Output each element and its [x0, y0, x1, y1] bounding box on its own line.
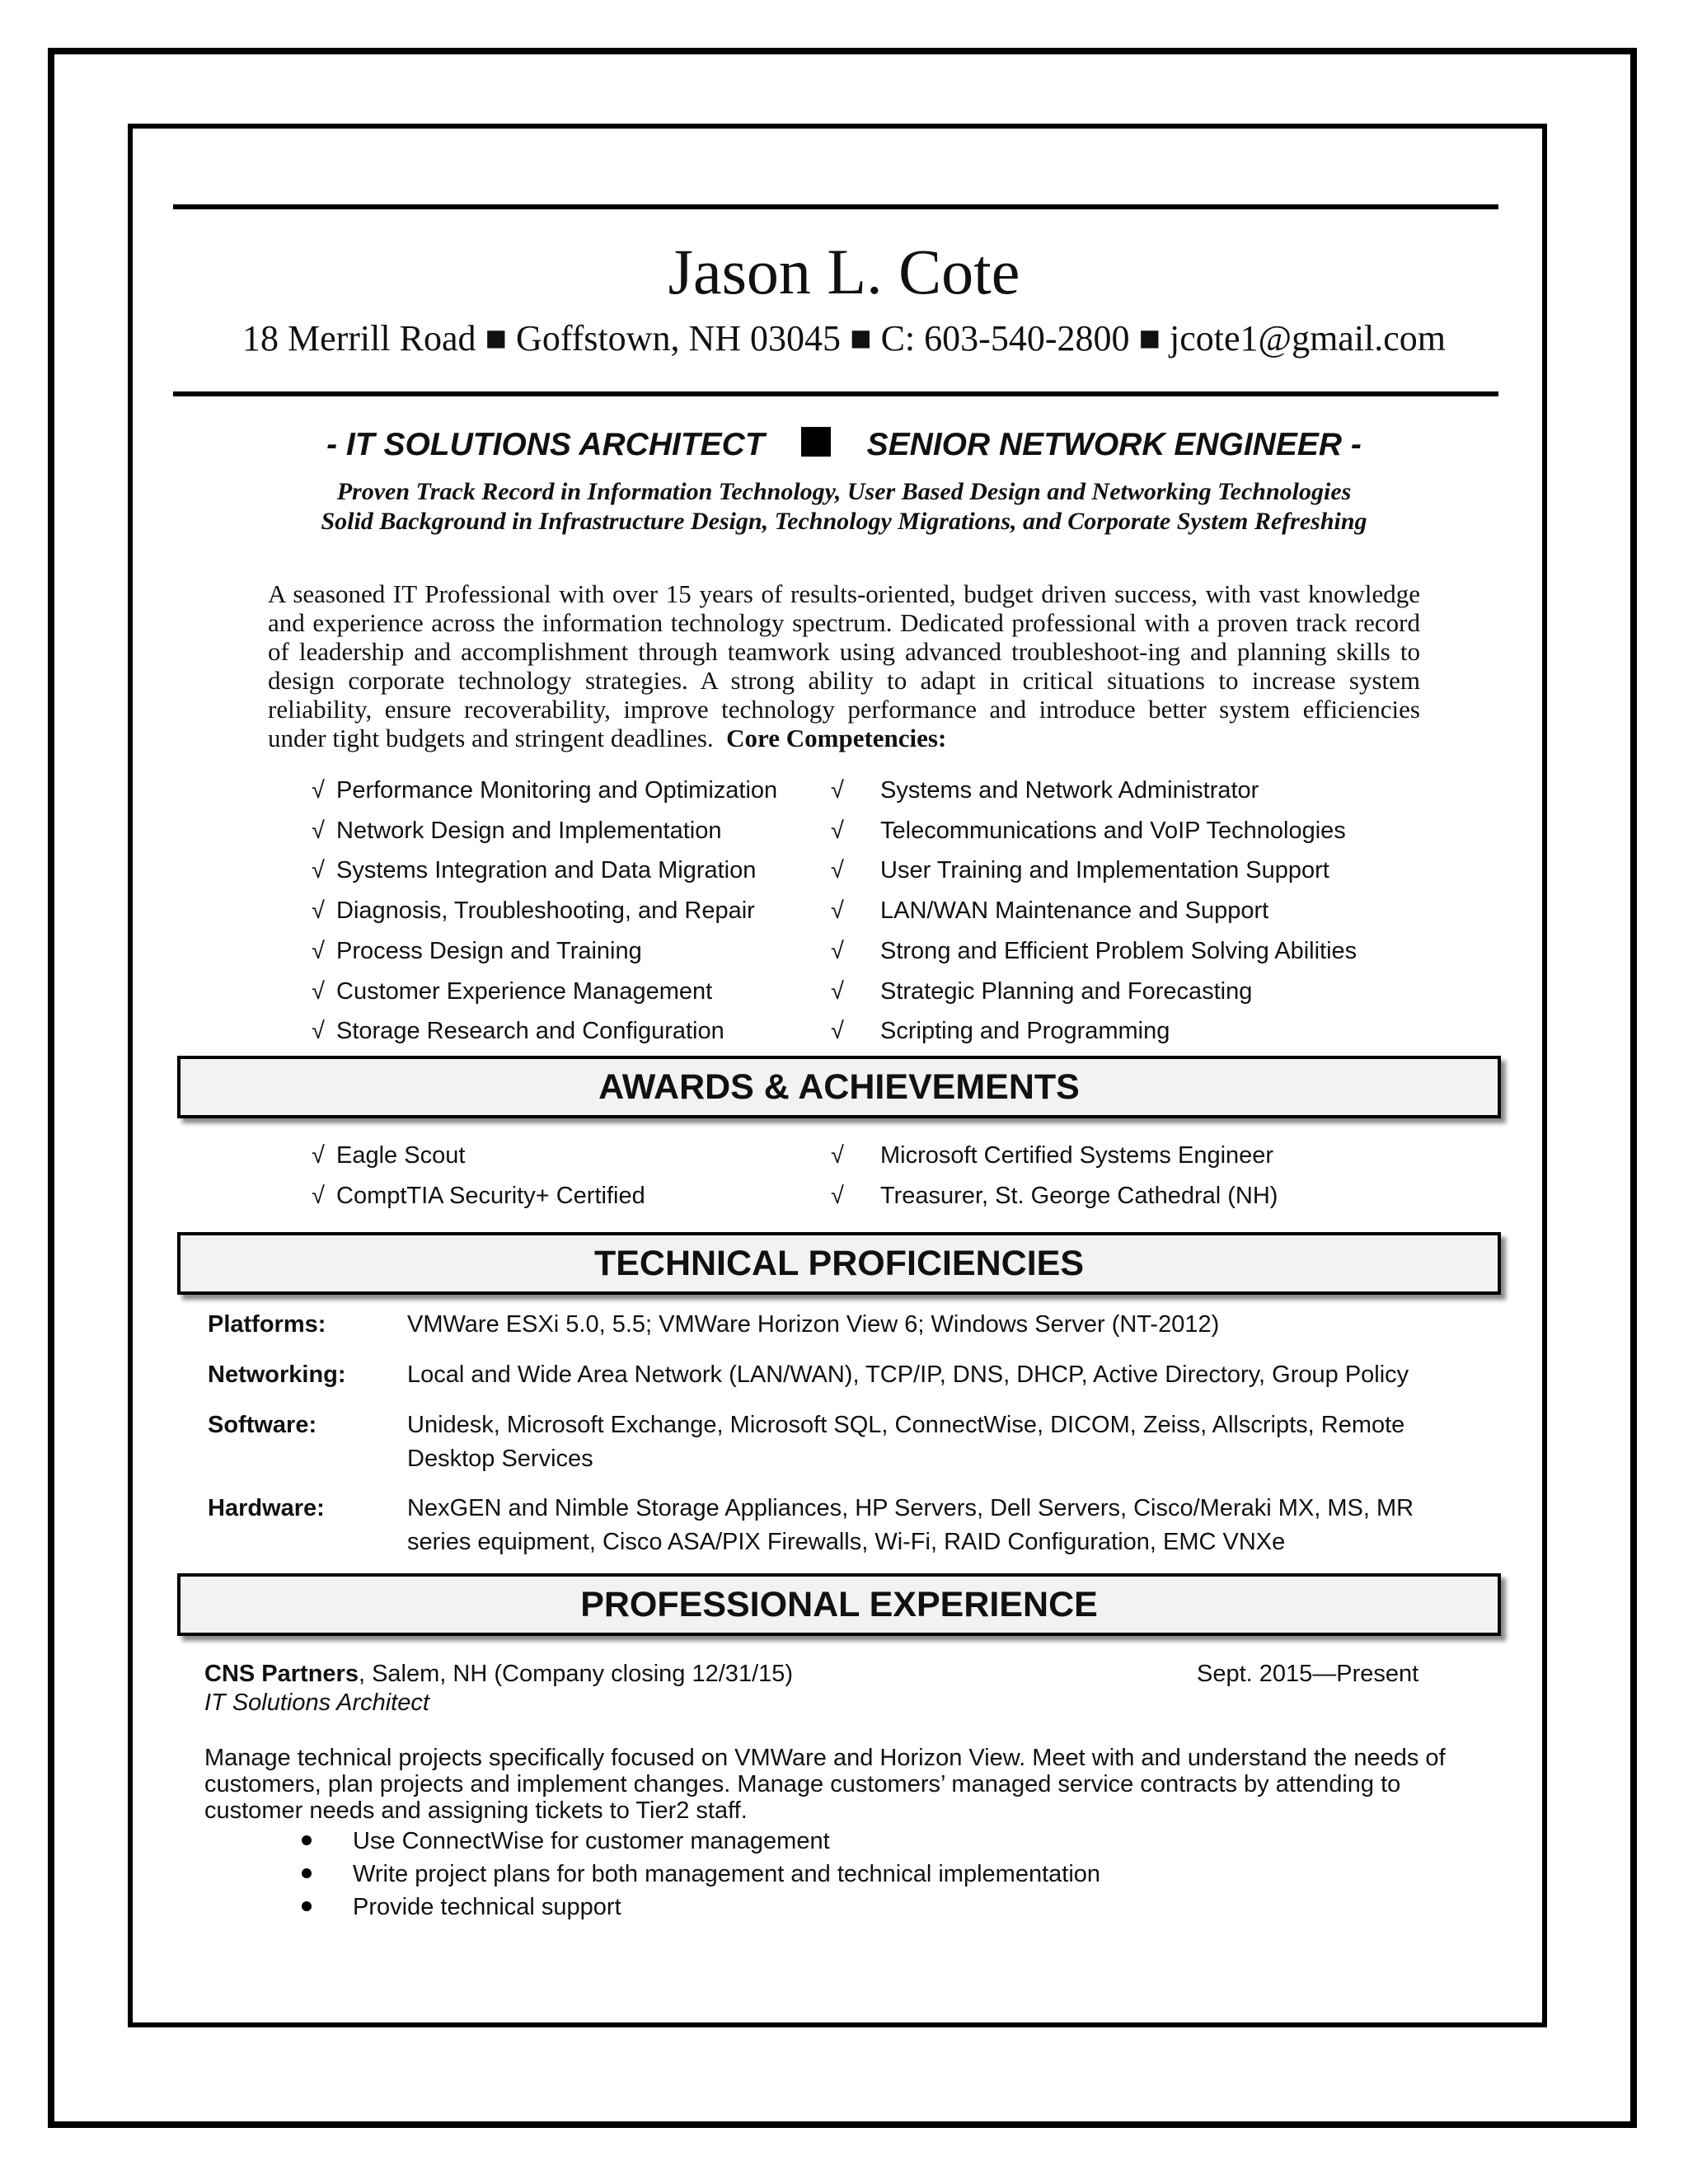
check-icon: √ — [312, 857, 325, 884]
proficiency-value: Local and Wide Area Network (LAN/WAN), TCP/IP, DNS, DHCP, Active Directory, Group Policy — [407, 1361, 1409, 1388]
awards-heading: AWARDS & ACHIEVEMENTS — [177, 1056, 1501, 1118]
list-item: √ Diagnosis, Troubleshooting, and Repair — [312, 891, 777, 931]
job-role: IT Solutions Architect — [204, 1690, 429, 1716]
check-icon: √ — [312, 1142, 325, 1169]
proficiency-value: VMWare ESXi 5.0, 5.5; VMWare Horizon View 6; Windows Server (NT-2012) — [407, 1311, 1220, 1338]
proficiency-label: Platforms: — [208, 1311, 326, 1338]
core-competencies-label: Core Competencies: — [726, 724, 947, 752]
candidate-name: Jason L. Cote — [668, 236, 1020, 307]
tagline-2: Solid Background in Infrastructure Design, Technology Migrations, and Corporate System Refreshing — [321, 508, 1367, 535]
awards-right-list — [831, 1136, 1278, 1216]
list-item: Provide technical support — [302, 1891, 1100, 1924]
check-icon: √ — [831, 898, 844, 925]
list-item: √ Treasurer, St. George Cathedral (NH) — [831, 1176, 1278, 1216]
check-icon: √ — [831, 777, 844, 804]
proficiency-label: Networking: — [208, 1361, 346, 1388]
check-icon: √ — [312, 1018, 325, 1045]
summary-text: A seasoned IT Professional with over 15 years of results-oriented, budget driven success, with vast knowledge and experience across the information technology spectrum. Dedicated professional with a proven track record of leadership and accomplishment through teamwork using advanced troubleshoot-ing and planning skills to design corporate technology strategies. A strong ability to adapt in critical situations to increase system reliability, ensure recoverability, improve technology performance and introduce better system efficiencies under tight budgets and stringent deadlines. — [268, 579, 1420, 752]
square-separator-icon — [801, 427, 831, 457]
list-item: √ ComptTIA Security+ Certified — [312, 1176, 645, 1216]
list-item: √ Eagle Scout — [312, 1136, 645, 1176]
job-company-line — [204, 1660, 793, 1688]
check-icon: √ — [312, 1182, 325, 1209]
list-item: √ Scripting and Programming — [831, 1011, 1357, 1052]
list-item: Use ConnectWise for customer management — [302, 1825, 1100, 1858]
technical-heading: TECHNICAL PROFICIENCIES — [177, 1232, 1501, 1295]
list-item: √ Systems and Network Administrator — [831, 771, 1357, 811]
bullet-icon — [302, 1835, 312, 1845]
list-item: √ Microsoft Certified Systems Engineer — [831, 1136, 1278, 1176]
job-bullets — [302, 1825, 1100, 1924]
bullet-icon — [302, 1868, 312, 1878]
list-item: √ LAN/WAN Maintenance and Support — [831, 891, 1357, 931]
professional-summary — [268, 579, 1420, 752]
title-right: SENIOR NETWORK ENGINEER - — [866, 427, 1362, 462]
check-icon: √ — [831, 1018, 844, 1045]
check-icon: √ — [312, 977, 325, 1005]
proficiency-value: NexGEN and Nimble Storage Appliances, HP Servers, Dell Servers, Cisco/Meraki MX, MS, MR series equipment, Cisco ASA/PIX Firewalls, Wi-Fi, RAID Configuration, EMC VNXe — [407, 1495, 1414, 1555]
competencies-left-list — [312, 771, 777, 1052]
job-dates: Sept. 2015—Present — [1197, 1661, 1419, 1687]
list-item: √ Performance Monitoring and Optimization — [312, 771, 777, 811]
contact-line: 18 Merrill Road ■ Goffstown, NH 03045 ■ C: 603-540-2800 ■ jcote1@gmail.com — [241, 318, 1447, 359]
experience-heading: PROFESSIONAL EXPERIENCE — [177, 1573, 1501, 1636]
list-item: √ Customer Experience Management — [312, 972, 777, 1012]
list-item: Write project plans for both management and technical implementation — [302, 1858, 1100, 1891]
bullet-icon — [302, 1901, 312, 1911]
check-icon: √ — [831, 857, 844, 884]
check-icon: √ — [831, 937, 844, 964]
tagline-1: Proven Track Record in Information Technology, User Based Design and Networking Technologies — [336, 478, 1352, 505]
company-name: CNS Partners — [204, 1661, 359, 1687]
check-icon: √ — [831, 1182, 844, 1209]
company-location: , Salem, NH (Company closing 12/31/15) — [358, 1661, 794, 1687]
awards-left-list — [312, 1136, 645, 1216]
check-icon: √ — [312, 898, 325, 925]
header-top-rule — [173, 204, 1498, 209]
check-icon: √ — [312, 937, 325, 964]
job-description: Manage technical projects specifically focused on VMWare and Horizon View. Meet with and understand the needs of customers, plan projects and implement changes. Manage customers’ managed service contracts by attending to customer needs and assigning tickets to Tier2 staff. — [204, 1745, 1446, 1824]
proficiency-value: Unidesk, Microsoft Exchange, Microsoft SQL, ConnectWise, DICOM, Zeiss, Allscripts, Remote Desktop Services — [407, 1412, 1405, 1472]
list-item: √ Strong and Efficient Problem Solving Abilities — [831, 931, 1357, 972]
list-item: √ Systems Integration and Data Migration — [312, 851, 777, 891]
check-icon: √ — [831, 817, 844, 844]
proficiency-label: Hardware: — [208, 1495, 325, 1521]
job-titles — [0, 422, 1688, 468]
header-bottom-rule — [173, 391, 1498, 396]
list-item: √ Process Design and Training — [312, 931, 777, 972]
list-item: √ User Training and Implementation Support — [831, 851, 1357, 891]
check-icon: √ — [831, 977, 844, 1005]
competencies-right-list — [831, 771, 1357, 1052]
title-left: - IT SOLUTIONS ARCHITECT — [326, 427, 765, 462]
check-icon: √ — [831, 1142, 844, 1169]
proficiency-label: Software: — [208, 1412, 317, 1438]
list-item: √ Telecommunications and VoIP Technologies — [831, 811, 1357, 851]
check-icon: √ — [312, 817, 325, 844]
list-item: √ Storage Research and Configuration — [312, 1011, 777, 1052]
list-item: √ Network Design and Implementation — [312, 811, 777, 851]
list-item: √ Strategic Planning and Forecasting — [831, 972, 1357, 1012]
check-icon: √ — [312, 777, 325, 804]
